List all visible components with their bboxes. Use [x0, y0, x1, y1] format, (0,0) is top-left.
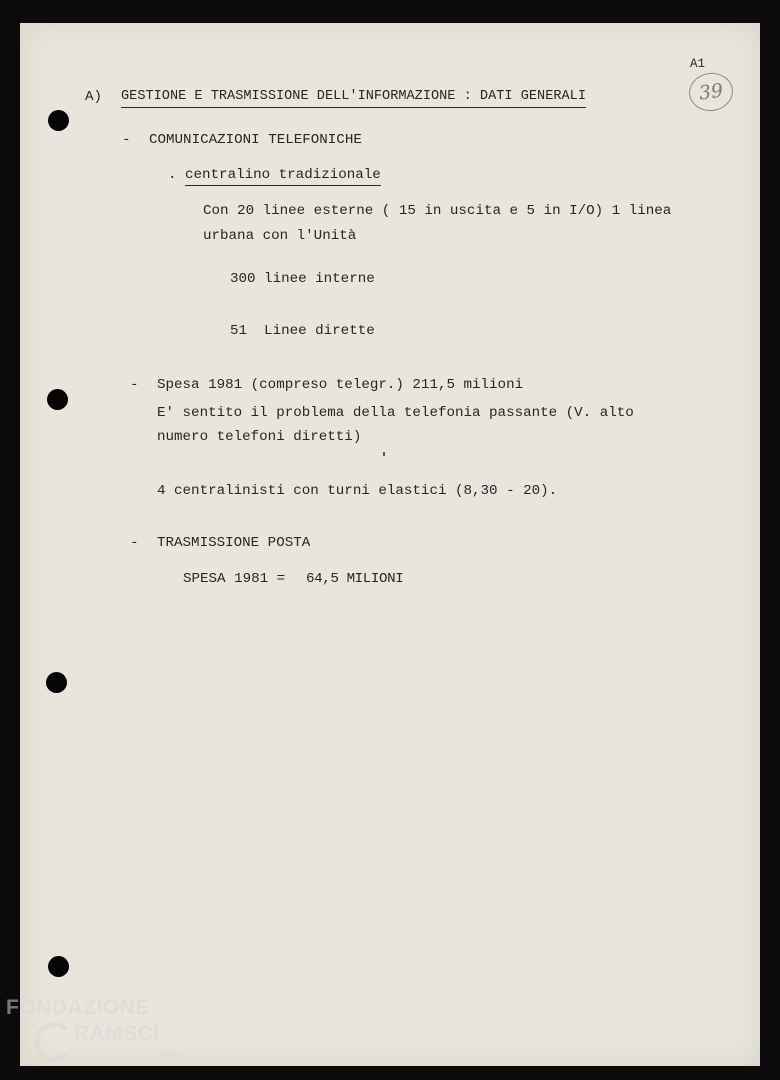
watermark-logo — [6, 996, 196, 1076]
subsection-title-centralino: centralino tradizionale — [185, 166, 381, 186]
text-line: urbana con l'Unità — [203, 228, 357, 244]
section-dash: - — [130, 535, 139, 551]
heading-marker: A) — [85, 89, 103, 105]
punch-hole — [46, 672, 67, 693]
punch-hole — [47, 389, 68, 410]
text-line: Con 20 linee esterne ( 15 in uscita e 5 in I/O) 1 linea — [203, 203, 672, 219]
watermark-text: FONDAZIONE — [6, 996, 150, 1019]
postal-spend-label: SPESA 1981 = — [183, 571, 286, 587]
text-line: numero telefoni diretti) — [157, 429, 362, 445]
internal-lines: 300 linee interne — [230, 271, 375, 287]
watermark-text: onlus — [160, 1048, 187, 1060]
text-line: Spesa 1981 (compreso telegr.) 211,5 milioni — [157, 377, 524, 393]
direct-lines: 51 Linee dirette — [230, 323, 375, 339]
section-dash: - — [122, 132, 131, 148]
section-title-posta: TRASMISSIONE POSTA — [157, 535, 311, 551]
heading-title: GESTIONE E TRASMISSIONE DELL'INFORMAZIONE : DATI GENERALI — [121, 88, 586, 108]
punch-hole — [48, 956, 69, 977]
page-number-stamp: 39 — [687, 70, 736, 114]
punch-hole — [48, 110, 69, 131]
watermark-g-icon — [34, 1022, 74, 1062]
text-line: E' sentito il problema della telefonia passante (V. alto — [157, 405, 634, 421]
section-title-telefoniche: COMUNICAZIONI TELEFONICHE — [149, 132, 362, 148]
postal-spend-value: 64,5 MILIONI — [306, 571, 404, 587]
section-dash: - — [130, 377, 139, 393]
page-label: A1 — [690, 57, 706, 71]
watermark-text: RAMSCI — [74, 1022, 160, 1045]
ink-mark — [383, 452, 385, 456]
text-line: 4 centralinisti con turni elastici (8,30 - 20). — [157, 483, 558, 499]
subsection-marker: . — [168, 167, 177, 183]
